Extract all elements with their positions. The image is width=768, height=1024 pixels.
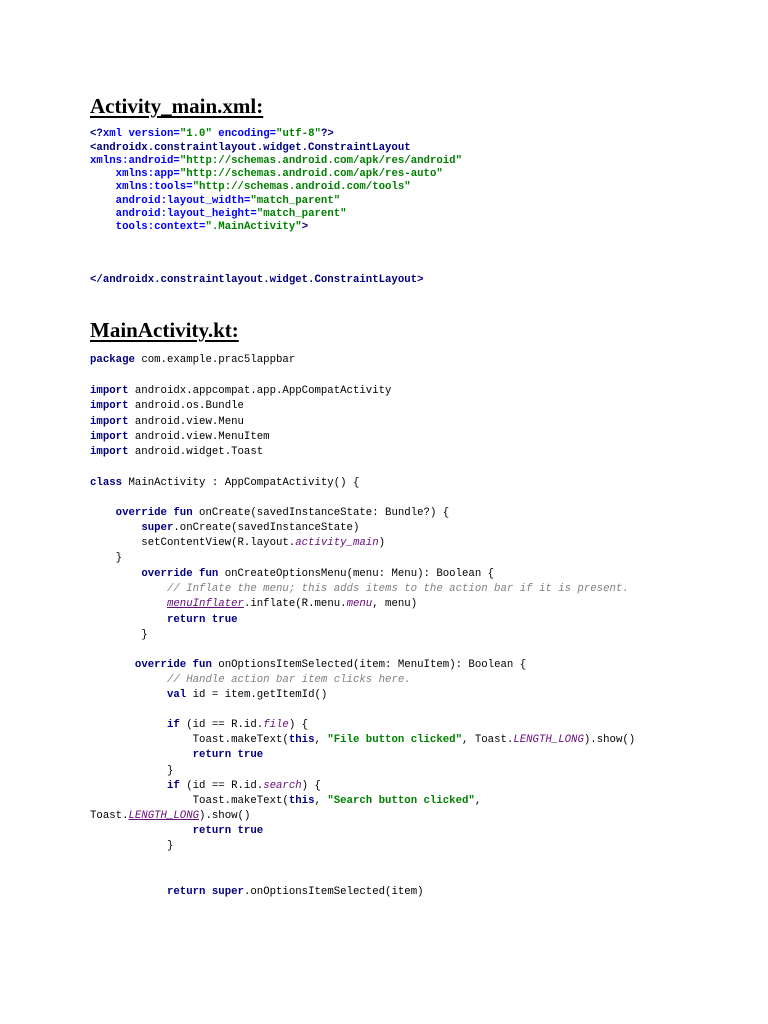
code-token: .onOptionsItemSelected(item)	[243, 886, 424, 898]
code-token: override	[115, 507, 167, 519]
xml-code-line	[90, 221, 308, 234]
code-token: :android=	[122, 155, 180, 167]
code-token: file	[263, 719, 289, 731]
code-token: ?>	[320, 128, 334, 140]
code-token	[90, 674, 167, 686]
code-token: "File button clicked"	[327, 734, 462, 746]
code-token: }	[90, 765, 174, 777]
code-token: activity_main	[295, 537, 379, 549]
kotlin-code-line	[90, 840, 173, 853]
code-token: ).show()	[583, 734, 636, 746]
code-token	[90, 507, 116, 519]
kotlin-code-line	[90, 810, 250, 823]
code-token: "http://schemas.android.com/apk/res-auto"	[179, 168, 443, 180]
xml-code-line	[90, 208, 347, 221]
code-token: val	[166, 689, 187, 701]
code-token: if	[166, 719, 180, 731]
code-token: :tools=	[147, 181, 193, 193]
code-token	[90, 886, 167, 898]
code-token: "http://schemas.android.com/apk/res/android"	[179, 155, 463, 167]
code-token: ) {	[288, 719, 309, 731]
code-token: ) {	[301, 780, 321, 792]
xml-code-line	[90, 128, 334, 141]
code-token	[90, 659, 135, 671]
code-token: return true	[192, 749, 264, 761]
code-token: :app=	[147, 168, 180, 180]
xml-code-line	[90, 274, 424, 287]
code-token: android.view.Menu	[128, 416, 244, 428]
code-token: LENGTH_LONG	[128, 810, 200, 822]
code-token: fun	[173, 507, 193, 519]
kotlin-code-line	[90, 795, 481, 808]
code-token: onOptionsItemSelected(item: MenuItem): Boolean {	[211, 659, 527, 671]
code-token: MainActivity : AppCompatActivity() {	[122, 477, 360, 489]
code-token: androidx.appcompat.app.AppCompatActivity	[128, 385, 392, 397]
code-token: android	[115, 195, 161, 207]
code-token	[90, 221, 116, 233]
code-token: , menu)	[372, 598, 418, 610]
kotlin-code-line	[90, 614, 238, 627]
code-token: }	[90, 629, 148, 641]
kotlin-code-line	[90, 583, 629, 596]
kotlin-code-line	[90, 825, 263, 838]
code-token: "match_parent"	[256, 208, 347, 220]
code-token: override	[141, 568, 193, 580]
code-token: "1.0"	[179, 128, 212, 140]
code-token	[90, 195, 116, 207]
code-token: super	[141, 522, 174, 534]
kotlin-code-line	[90, 749, 263, 762]
code-token: xmlns	[115, 181, 148, 193]
code-token: return true	[192, 825, 264, 837]
code-token: (id == R.id.	[179, 719, 264, 731]
code-token: Toast.	[90, 810, 129, 822]
code-token: "match_parent"	[250, 195, 341, 207]
code-token	[90, 522, 141, 534]
code-token: }	[90, 552, 123, 564]
xml-code-line	[90, 168, 443, 181]
code-token: , Toast.	[462, 734, 514, 746]
code-token: override	[134, 659, 187, 671]
kotlin-code-line	[90, 446, 263, 459]
xml-code-line	[90, 195, 340, 208]
kotlin-code-line	[90, 886, 424, 899]
kotlin-code-line	[90, 552, 122, 565]
code-token: onCreate(savedInstanceState: Bundle?) {	[192, 507, 450, 519]
code-token: "Search button clicked"	[327, 795, 475, 807]
code-token: encoding=	[211, 128, 277, 140]
code-token: version=	[122, 128, 180, 140]
code-token: ".MainActivity"	[205, 221, 302, 233]
kotlin-code-line	[90, 431, 270, 444]
code-token: if	[166, 780, 180, 792]
code-token	[90, 568, 141, 580]
code-token	[90, 208, 116, 220]
code-token: fun	[192, 659, 212, 671]
code-token: xml	[102, 128, 123, 140]
kotlin-code-line	[90, 659, 526, 672]
kotlin-code-line	[90, 354, 295, 367]
code-token: android.widget.Toast	[128, 446, 264, 458]
code-token	[90, 825, 193, 837]
code-token: xmlns	[90, 155, 123, 167]
code-token: // Inflate the menu; this adds items to the action bar if it is present.	[166, 583, 629, 595]
code-token	[90, 598, 167, 610]
kotlin-code-line	[90, 719, 308, 732]
code-token: .inflate(R.menu.	[243, 598, 347, 610]
code-token: >	[301, 221, 309, 233]
code-token: return	[166, 886, 206, 898]
code-token: this	[288, 795, 315, 807]
code-token: ).show()	[199, 810, 251, 822]
code-token: menuInflater	[166, 598, 244, 610]
code-token: </androidx.constraintlayout.widget.ConstraintLayout>	[90, 274, 424, 286]
code-token: android.view.MenuItem	[128, 431, 270, 443]
kotlin-code-line	[90, 507, 449, 520]
code-token: class	[90, 477, 123, 489]
code-token: import	[90, 385, 129, 397]
code-token: }	[90, 840, 174, 852]
xml-code-line	[90, 181, 411, 194]
code-token: fun	[199, 568, 219, 580]
code-token: search	[263, 780, 302, 792]
code-token: package	[90, 354, 135, 366]
code-token: menu	[346, 598, 373, 610]
code-token	[90, 168, 116, 180]
xml-section-heading: Activity_main.xml:	[90, 94, 264, 118]
kotlin-code-line	[90, 765, 173, 778]
code-token: setContentView(R.layout.	[90, 537, 296, 549]
code-token: import	[90, 446, 129, 458]
code-token: Toast.makeText(	[90, 795, 289, 807]
code-token: android.os.Bundle	[128, 400, 244, 412]
code-token: com.example.prac5lappbar	[134, 354, 296, 366]
code-token: super	[211, 886, 244, 898]
code-token: xmlns	[115, 168, 148, 180]
code-token	[90, 749, 193, 761]
kotlin-code-line	[90, 385, 391, 398]
code-token	[90, 719, 167, 731]
code-token: Toast.makeText(	[90, 734, 289, 746]
code-token: .onCreate(savedInstanceState)	[173, 522, 360, 534]
code-token	[90, 614, 167, 626]
code-token	[90, 181, 116, 193]
code-token: android	[115, 208, 161, 220]
code-token: "utf-8"	[276, 128, 321, 140]
code-token: ,	[314, 795, 328, 807]
kotlin-code-line	[90, 780, 321, 793]
kotlin-code-line	[90, 522, 359, 535]
kotlin-code-line	[90, 477, 359, 490]
kotlin-code-line	[90, 674, 411, 687]
code-token: tools	[115, 221, 148, 233]
kotlin-code-line	[90, 416, 244, 429]
code-token: )	[378, 537, 386, 549]
code-token: <androidx.constraintlayout.widget.ConstraintLayout	[90, 142, 411, 154]
kotlin-code-line	[90, 734, 635, 747]
kotlin-code-line	[90, 568, 494, 581]
kotlin-section-heading: MainActivity.kt:	[90, 318, 239, 342]
kotlin-code-line	[90, 537, 385, 550]
code-token: onCreateOptionsMenu(menu: Menu): Boolean {	[218, 568, 495, 580]
kotlin-code-line	[90, 400, 244, 413]
code-token: :layout_width=	[160, 195, 251, 207]
code-token	[90, 689, 167, 701]
code-token: import	[90, 400, 129, 412]
code-token: import	[90, 416, 129, 428]
code-token: (id == R.id.	[179, 780, 264, 792]
xml-code-line	[90, 142, 411, 155]
code-token: :layout_height=	[160, 208, 257, 220]
kotlin-code-line	[90, 629, 148, 642]
code-token: ,	[314, 734, 328, 746]
code-token: import	[90, 431, 129, 443]
code-token: // Handle action bar item clicks here.	[166, 674, 411, 686]
kotlin-code-line	[90, 598, 417, 611]
code-token: LENGTH_LONG	[513, 734, 584, 746]
code-token: <?	[90, 128, 103, 140]
kotlin-code-line	[90, 689, 327, 702]
code-token: :context=	[147, 221, 206, 233]
code-token: ,	[474, 795, 482, 807]
code-token: id = item.getItemId()	[186, 689, 328, 701]
code-token	[90, 780, 167, 792]
code-token	[90, 583, 167, 595]
code-token: this	[288, 734, 315, 746]
code-token: "http://schemas.android.com/tools"	[192, 181, 411, 193]
xml-code-line	[90, 155, 462, 168]
code-token: return true	[166, 614, 238, 626]
